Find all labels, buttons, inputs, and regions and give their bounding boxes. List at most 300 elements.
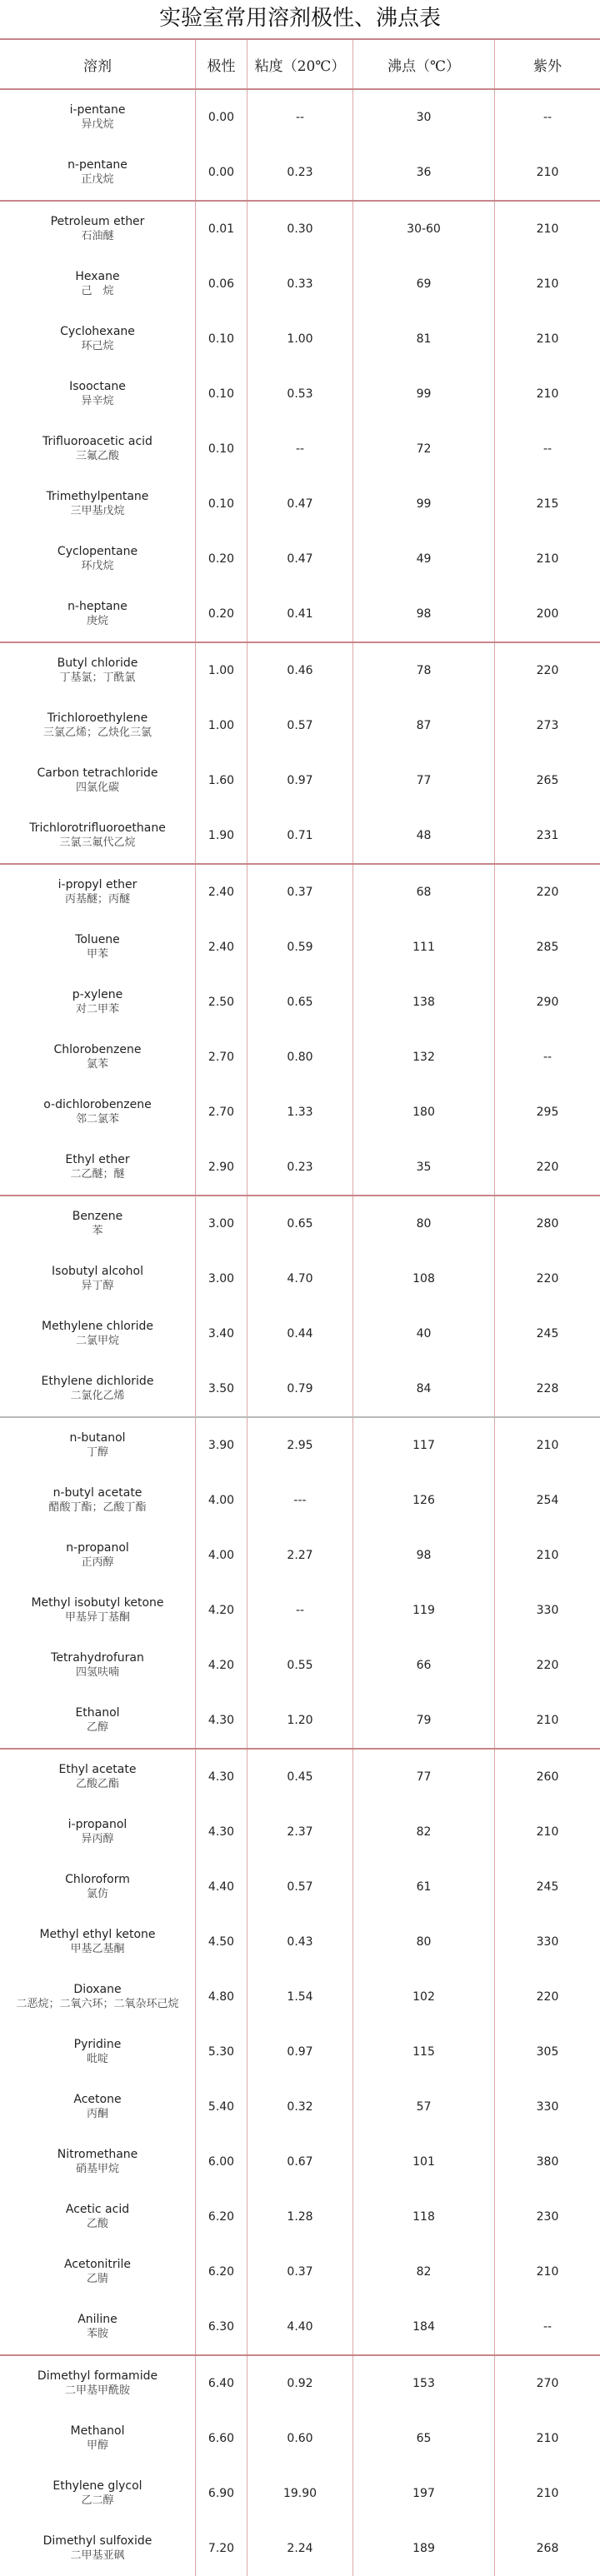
uv-cutoff-cell: 210 bbox=[494, 2466, 600, 2521]
table-row bbox=[0, 1915, 600, 1969]
polarity-cell: 4.30 bbox=[195, 1693, 247, 1748]
solvent-english-name: Acetonitrile bbox=[63, 2258, 132, 2271]
solvent-chinese-name: 异丙醇 bbox=[81, 1833, 114, 1845]
table-row bbox=[0, 1750, 600, 1805]
boiling-point-cell: 72 bbox=[352, 422, 494, 477]
uv-cutoff-cell: 210 bbox=[494, 312, 600, 367]
header-uv-cutoff: 紫外 bbox=[494, 40, 600, 88]
solvent-cell bbox=[0, 2189, 195, 2244]
solvent-chinese-name: 丁醇 bbox=[86, 1446, 108, 1459]
polarity-cell: 1.00 bbox=[195, 643, 247, 698]
boiling-point-cell: 77 bbox=[352, 1750, 494, 1805]
uv-cutoff-cell: 210 bbox=[494, 145, 600, 200]
uv-cutoff-cell: 280 bbox=[494, 1196, 600, 1251]
table-row bbox=[0, 257, 600, 312]
viscosity-cell: 0.53 bbox=[247, 367, 352, 422]
uv-cutoff-cell: 265 bbox=[494, 753, 600, 808]
boiling-point-cell: 81 bbox=[352, 312, 494, 367]
uv-cutoff-cell: 305 bbox=[494, 2024, 600, 2079]
viscosity-cell: -- bbox=[247, 90, 352, 145]
table-body bbox=[0, 90, 600, 2576]
solvent-english-name: Ethyl ether bbox=[65, 1153, 130, 1166]
boiling-point-cell: 102 bbox=[352, 1969, 494, 2024]
polarity-cell: 4.30 bbox=[195, 1750, 247, 1805]
boiling-point-cell: 184 bbox=[352, 2299, 494, 2354]
solvent-english-name: Dimethyl formamide bbox=[37, 2369, 158, 2383]
uv-cutoff-cell: -- bbox=[494, 90, 600, 145]
uv-cutoff-cell: 210 bbox=[494, 2411, 600, 2466]
solvent-cell bbox=[0, 1473, 195, 1528]
table-row bbox=[0, 753, 600, 808]
solvent-english-name: Trichloroethylene bbox=[47, 711, 148, 725]
boiling-point-cell: 61 bbox=[352, 1860, 494, 1915]
polarity-cell: 3.40 bbox=[195, 1306, 247, 1361]
solvent-cell bbox=[0, 202, 195, 257]
polarity-cell: 3.00 bbox=[195, 1196, 247, 1251]
uv-cutoff-cell: 220 bbox=[494, 865, 600, 920]
uv-cutoff-cell: 290 bbox=[494, 975, 600, 1030]
polarity-cell: 4.00 bbox=[195, 1528, 247, 1583]
solvent-english-name: Butyl chloride bbox=[57, 656, 138, 670]
solvent-english-name: Hexane bbox=[75, 270, 120, 283]
table-row bbox=[0, 1638, 600, 1693]
table-row bbox=[0, 422, 600, 477]
solvent-chinese-name: 环戊烷 bbox=[81, 560, 114, 572]
uv-cutoff-cell: 210 bbox=[494, 202, 600, 257]
polarity-cell: 4.80 bbox=[195, 1969, 247, 2024]
solvent-chinese-name: 甲基异丁基酮 bbox=[64, 1611, 130, 1624]
solvent-cell bbox=[0, 2134, 195, 2189]
polarity-cell: 4.00 bbox=[195, 1473, 247, 1528]
solvent-cell bbox=[0, 698, 195, 753]
header-viscosity: 粘度（20℃） bbox=[247, 40, 352, 88]
solvent-english-name: Ethanol bbox=[75, 1706, 120, 1720]
viscosity-cell: 0.59 bbox=[247, 920, 352, 975]
solvent-chinese-name: 乙酸 bbox=[86, 2218, 108, 2230]
uv-cutoff-cell: 210 bbox=[494, 1528, 600, 1583]
boiling-point-cell: 118 bbox=[352, 2189, 494, 2244]
solvent-english-name: n-butyl acetate bbox=[52, 1486, 142, 1500]
viscosity-cell: 0.65 bbox=[247, 1196, 352, 1251]
viscosity-cell: 1.33 bbox=[247, 1085, 352, 1140]
solvent-cell bbox=[0, 2299, 195, 2354]
solvent-english-name: Nitromethane bbox=[57, 2148, 138, 2161]
boiling-point-cell: 35 bbox=[352, 1140, 494, 1195]
solvent-english-name: Acetic acid bbox=[65, 2203, 130, 2216]
solvent-chinese-name: 硝基甲烷 bbox=[75, 2163, 119, 2175]
table-row bbox=[0, 2411, 600, 2466]
solvent-chinese-name: 氯仿 bbox=[86, 1888, 108, 1900]
boiling-point-cell: 98 bbox=[352, 587, 494, 642]
polarity-cell: 3.90 bbox=[195, 1418, 247, 1473]
table-row bbox=[0, 808, 600, 865]
viscosity-cell: 0.37 bbox=[247, 865, 352, 920]
boiling-point-cell: 57 bbox=[352, 2079, 494, 2134]
viscosity-cell: 0.30 bbox=[247, 202, 352, 257]
uv-cutoff-cell: 330 bbox=[494, 1915, 600, 1969]
solvent-table bbox=[0, 38, 600, 2576]
solvent-chinese-name: 二乙醚；醚 bbox=[70, 1168, 125, 1181]
solvent-cell bbox=[0, 2079, 195, 2134]
boiling-point-cell: 197 bbox=[352, 2466, 494, 2521]
solvent-english-name: Trichlorotrifluoroethane bbox=[29, 821, 166, 835]
uv-cutoff-cell: 270 bbox=[494, 2356, 600, 2411]
polarity-cell: 0.10 bbox=[195, 312, 247, 367]
uv-cutoff-cell: 245 bbox=[494, 1860, 600, 1915]
polarity-cell: 5.30 bbox=[195, 2024, 247, 2079]
solvent-chinese-name: 乙醇 bbox=[86, 1721, 108, 1734]
boiling-point-cell: 80 bbox=[352, 1915, 494, 1969]
polarity-cell: 0.10 bbox=[195, 477, 247, 532]
polarity-cell: 0.00 bbox=[195, 145, 247, 200]
viscosity-cell: -- bbox=[247, 422, 352, 477]
viscosity-cell: 0.47 bbox=[247, 532, 352, 587]
solvent-english-name: Pyridine bbox=[73, 2038, 122, 2051]
table-row bbox=[0, 2244, 600, 2299]
solvent-cell bbox=[0, 1583, 195, 1638]
uv-cutoff-cell: 220 bbox=[494, 1251, 600, 1306]
viscosity-cell: 1.20 bbox=[247, 1693, 352, 1748]
uv-cutoff-cell: 220 bbox=[494, 1638, 600, 1693]
boiling-point-cell: 30 bbox=[352, 90, 494, 145]
solvent-cell bbox=[0, 2521, 195, 2576]
solvent-cell bbox=[0, 1140, 195, 1195]
boiling-point-cell: 77 bbox=[352, 753, 494, 808]
boiling-point-cell: 111 bbox=[352, 920, 494, 975]
solvent-cell bbox=[0, 1860, 195, 1915]
solvent-cell bbox=[0, 1030, 195, 1085]
table-row bbox=[0, 2079, 600, 2134]
table-row bbox=[0, 2134, 600, 2189]
viscosity-cell: 0.80 bbox=[247, 1030, 352, 1085]
polarity-cell: 6.40 bbox=[195, 2356, 247, 2411]
solvent-chinese-name: 二甲基甲酰胺 bbox=[64, 2384, 130, 2397]
uv-cutoff-cell: 220 bbox=[494, 643, 600, 698]
viscosity-cell: 19.90 bbox=[247, 2466, 352, 2521]
polarity-cell: 6.60 bbox=[195, 2411, 247, 2466]
solvent-english-name: Trimethylpentane bbox=[46, 490, 149, 503]
uv-cutoff-cell: 330 bbox=[494, 1583, 600, 1638]
solvent-english-name: Carbon tetrachloride bbox=[37, 766, 158, 780]
polarity-cell: 4.50 bbox=[195, 1915, 247, 1969]
boiling-point-cell: 82 bbox=[352, 1805, 494, 1860]
uv-cutoff-cell: 200 bbox=[494, 587, 600, 642]
polarity-cell: 2.40 bbox=[195, 865, 247, 920]
solvent-chinese-name: 异戊烷 bbox=[81, 118, 114, 131]
solvent-chinese-name: 三氟乙酸 bbox=[75, 450, 119, 462]
polarity-cell: 4.20 bbox=[195, 1583, 247, 1638]
solvent-cell bbox=[0, 257, 195, 312]
viscosity-cell: 0.47 bbox=[247, 477, 352, 532]
boiling-point-cell: 115 bbox=[352, 2024, 494, 2079]
solvent-english-name: Dioxane bbox=[73, 1983, 122, 1996]
solvent-chinese-name: 庚烷 bbox=[86, 615, 108, 627]
viscosity-cell: 0.37 bbox=[247, 2244, 352, 2299]
uv-cutoff-cell: 254 bbox=[494, 1473, 600, 1528]
boiling-point-cell: 108 bbox=[352, 1251, 494, 1306]
viscosity-cell: 1.00 bbox=[247, 312, 352, 367]
solvent-cell bbox=[0, 1361, 195, 1416]
table-row bbox=[0, 1140, 600, 1196]
boiling-point-cell: 82 bbox=[352, 2244, 494, 2299]
solvent-chinese-name: 二甲基亚砜 bbox=[70, 2549, 125, 2562]
solvent-chinese-name: 甲基乙基酮 bbox=[70, 1943, 125, 1955]
table-row bbox=[0, 587, 600, 643]
solvent-cell bbox=[0, 1528, 195, 1583]
table-row bbox=[0, 1860, 600, 1915]
solvent-english-name: Dimethyl sulfoxide bbox=[42, 2534, 152, 2548]
uv-cutoff-cell: 210 bbox=[494, 532, 600, 587]
solvent-cell bbox=[0, 532, 195, 587]
solvent-cell bbox=[0, 1085, 195, 1140]
viscosity-cell: 2.24 bbox=[247, 2521, 352, 2576]
solvent-chinese-name: 吡啶 bbox=[86, 2053, 108, 2065]
solvent-english-name: Cyclopentane bbox=[57, 545, 138, 558]
polarity-cell: 0.10 bbox=[195, 367, 247, 422]
solvent-chinese-name: 三氯乙烯；乙炔化三氯 bbox=[42, 726, 152, 739]
uv-cutoff-cell: -- bbox=[494, 1030, 600, 1085]
table-row bbox=[0, 2521, 600, 2576]
boiling-point-cell: 36 bbox=[352, 145, 494, 200]
solvent-chinese-name: 四氯化碳 bbox=[75, 781, 119, 794]
uv-cutoff-cell: 210 bbox=[494, 1418, 600, 1473]
viscosity-cell: 0.41 bbox=[247, 587, 352, 642]
solvent-cell bbox=[0, 643, 195, 698]
boiling-point-cell: 132 bbox=[352, 1030, 494, 1085]
solvent-english-name: n-pentane bbox=[68, 158, 128, 172]
viscosity-cell: 2.37 bbox=[247, 1805, 352, 1860]
solvent-cell bbox=[0, 1750, 195, 1805]
uv-cutoff-cell: 285 bbox=[494, 920, 600, 975]
solvent-cell bbox=[0, 90, 195, 145]
boiling-point-cell: 48 bbox=[352, 808, 494, 863]
table-row bbox=[0, 2299, 600, 2356]
polarity-cell: 2.70 bbox=[195, 1085, 247, 1140]
solvent-english-name: Toluene bbox=[75, 933, 120, 946]
solvent-english-name: i-propanol bbox=[68, 1818, 128, 1831]
solvent-chinese-name: 二氯化乙烯 bbox=[70, 1390, 125, 1402]
solvent-chinese-name: 邻二氯苯 bbox=[75, 1113, 119, 1126]
viscosity-cell: 0.71 bbox=[247, 808, 352, 863]
viscosity-cell: 0.65 bbox=[247, 975, 352, 1030]
solvent-english-name: i-pentane bbox=[69, 103, 126, 117]
boiling-point-cell: 189 bbox=[352, 2521, 494, 2576]
solvent-cell bbox=[0, 1638, 195, 1693]
table-row bbox=[0, 1251, 600, 1306]
table-row bbox=[0, 698, 600, 753]
boiling-point-cell: 153 bbox=[352, 2356, 494, 2411]
solvent-chinese-name: 苯胺 bbox=[86, 2328, 108, 2340]
polarity-cell: 6.30 bbox=[195, 2299, 247, 2354]
page-title: 实验室常用溶剂极性、沸点表 bbox=[158, 6, 441, 31]
viscosity-cell: 0.79 bbox=[247, 1361, 352, 1416]
solvent-cell bbox=[0, 2244, 195, 2299]
boiling-point-cell: 99 bbox=[352, 477, 494, 532]
boiling-point-cell: 40 bbox=[352, 1306, 494, 1361]
solvent-english-name: Acetone bbox=[73, 2093, 122, 2106]
boiling-point-cell: 30-60 bbox=[352, 202, 494, 257]
header-polarity: 极性 bbox=[195, 40, 247, 88]
solvent-english-name: Cyclohexane bbox=[60, 325, 135, 338]
solvent-chinese-name: 二氯甲烷 bbox=[75, 1335, 119, 1347]
uv-cutoff-cell: 220 bbox=[494, 1969, 600, 2024]
solvent-chinese-name: 乙二醇 bbox=[81, 2494, 114, 2507]
boiling-point-cell: 99 bbox=[352, 367, 494, 422]
table-row bbox=[0, 477, 600, 532]
solvent-cell bbox=[0, 975, 195, 1030]
polarity-cell: 2.70 bbox=[195, 1030, 247, 1085]
polarity-cell: 4.20 bbox=[195, 1638, 247, 1693]
uv-cutoff-cell: 260 bbox=[494, 1750, 600, 1805]
boiling-point-cell: 119 bbox=[352, 1583, 494, 1638]
viscosity-cell: 0.55 bbox=[247, 1638, 352, 1693]
solvent-cell bbox=[0, 145, 195, 200]
solvent-english-name: Isobutyl alcohol bbox=[52, 1265, 143, 1278]
solvent-chinese-name: 石油醚 bbox=[81, 230, 114, 242]
boiling-point-cell: 126 bbox=[352, 1473, 494, 1528]
viscosity-cell: 0.60 bbox=[247, 2411, 352, 2466]
solvent-cell bbox=[0, 477, 195, 532]
polarity-cell: 7.20 bbox=[195, 2521, 247, 2576]
solvent-english-name: n-butanol bbox=[69, 1431, 126, 1445]
viscosity-cell: 0.32 bbox=[247, 2079, 352, 2134]
table-header bbox=[0, 38, 600, 90]
uv-cutoff-cell: 330 bbox=[494, 2079, 600, 2134]
solvent-chinese-name: 丙酮 bbox=[86, 2108, 108, 2120]
uv-cutoff-cell: 268 bbox=[494, 2521, 600, 2576]
boiling-point-cell: 101 bbox=[352, 2134, 494, 2189]
table-row bbox=[0, 2189, 600, 2244]
solvent-english-name: i-propyl ether bbox=[58, 878, 138, 891]
table-row bbox=[0, 1583, 600, 1638]
table-row bbox=[0, 367, 600, 422]
solvent-chinese-name: 三甲基戊烷 bbox=[70, 505, 125, 517]
solvent-cell bbox=[0, 2356, 195, 2411]
viscosity-cell: 0.67 bbox=[247, 2134, 352, 2189]
boiling-point-cell: 98 bbox=[352, 1528, 494, 1583]
uv-cutoff-cell: 210 bbox=[494, 1805, 600, 1860]
solvent-chinese-name: 异丁醇 bbox=[81, 1280, 114, 1292]
uv-cutoff-cell: 210 bbox=[494, 367, 600, 422]
solvent-chinese-name: 对二甲苯 bbox=[75, 1003, 119, 1016]
solvent-chinese-name: 正丙醇 bbox=[81, 1556, 114, 1569]
table-row bbox=[0, 2356, 600, 2411]
polarity-cell: 0.01 bbox=[195, 202, 247, 257]
solvent-cell bbox=[0, 422, 195, 477]
uv-cutoff-cell: 273 bbox=[494, 698, 600, 753]
viscosity-cell: --- bbox=[247, 1473, 352, 1528]
table-row bbox=[0, 1969, 600, 2024]
viscosity-cell: 2.95 bbox=[247, 1418, 352, 1473]
viscosity-cell: 4.70 bbox=[247, 1251, 352, 1306]
uv-cutoff-cell: 220 bbox=[494, 1140, 600, 1195]
viscosity-cell: 0.44 bbox=[247, 1306, 352, 1361]
solvent-cell bbox=[0, 312, 195, 367]
viscosity-cell: 0.97 bbox=[247, 753, 352, 808]
polarity-cell: 3.50 bbox=[195, 1361, 247, 1416]
polarity-cell: 5.40 bbox=[195, 2079, 247, 2134]
boiling-point-cell: 87 bbox=[352, 698, 494, 753]
solvent-chinese-name: 苯 bbox=[92, 1225, 103, 1237]
polarity-cell: 0.20 bbox=[195, 587, 247, 642]
solvent-english-name: Chloroform bbox=[65, 1873, 130, 1886]
solvent-english-name: Tetrahydrofuran bbox=[51, 1651, 144, 1665]
solvent-cell bbox=[0, 1915, 195, 1969]
polarity-cell: 6.20 bbox=[195, 2244, 247, 2299]
polarity-cell: 6.20 bbox=[195, 2189, 247, 2244]
table-row bbox=[0, 643, 600, 698]
table-row bbox=[0, 1030, 600, 1085]
uv-cutoff-cell: 380 bbox=[494, 2134, 600, 2189]
solvent-cell bbox=[0, 753, 195, 808]
polarity-cell: 1.00 bbox=[195, 698, 247, 753]
polarity-cell: 2.90 bbox=[195, 1140, 247, 1195]
solvent-english-name: Isooctane bbox=[69, 380, 126, 393]
solvent-chinese-name: 异辛烷 bbox=[81, 395, 114, 407]
viscosity-cell: 0.45 bbox=[247, 1750, 352, 1805]
solvent-cell bbox=[0, 808, 195, 863]
polarity-cell: 4.40 bbox=[195, 1860, 247, 1915]
polarity-cell: 0.00 bbox=[195, 90, 247, 145]
solvent-cell bbox=[0, 367, 195, 422]
viscosity-cell: 0.23 bbox=[247, 145, 352, 200]
solvent-english-name: n-propanol bbox=[66, 1541, 129, 1555]
viscosity-cell: 2.27 bbox=[247, 1528, 352, 1583]
boiling-point-cell: 69 bbox=[352, 257, 494, 312]
boiling-point-cell: 66 bbox=[352, 1638, 494, 1693]
header-boiling-point: 沸点（℃） bbox=[352, 40, 494, 88]
viscosity-cell: 4.40 bbox=[247, 2299, 352, 2354]
solvent-cell bbox=[0, 1805, 195, 1860]
table-row bbox=[0, 1805, 600, 1860]
table-row bbox=[0, 145, 600, 202]
solvent-english-name: Methanol bbox=[70, 2424, 125, 2438]
solvent-chinese-name: 正戊烷 bbox=[81, 173, 114, 186]
table-row bbox=[0, 1693, 600, 1750]
solvent-chinese-name: 己 烷 bbox=[81, 285, 114, 297]
solvent-cell bbox=[0, 1306, 195, 1361]
table-row bbox=[0, 312, 600, 367]
viscosity-cell: 0.46 bbox=[247, 643, 352, 698]
viscosity-cell: 0.43 bbox=[247, 1915, 352, 1969]
solvent-cell bbox=[0, 2411, 195, 2466]
solvent-chinese-name: 四氢呋喃 bbox=[75, 1666, 119, 1679]
solvent-english-name: n-heptane bbox=[68, 600, 128, 613]
table-row bbox=[0, 532, 600, 587]
solvent-cell bbox=[0, 1196, 195, 1251]
boiling-point-cell: 68 bbox=[352, 865, 494, 920]
boiling-point-cell: 79 bbox=[352, 1693, 494, 1748]
polarity-cell: 0.10 bbox=[195, 422, 247, 477]
polarity-cell: 1.90 bbox=[195, 808, 247, 863]
polarity-cell: 2.40 bbox=[195, 920, 247, 975]
solvent-english-name: o-dichlorobenzene bbox=[43, 1098, 152, 1111]
boiling-point-cell: 49 bbox=[352, 532, 494, 587]
solvent-chinese-name: 丙基醚；丙醚 bbox=[64, 893, 130, 906]
boiling-point-cell: 78 bbox=[352, 643, 494, 698]
solvent-english-name: Trifluoroacetic acid bbox=[42, 435, 152, 448]
table-row bbox=[0, 1196, 600, 1251]
viscosity-cell: 0.57 bbox=[247, 698, 352, 753]
uv-cutoff-cell: 210 bbox=[494, 257, 600, 312]
solvent-chinese-name: 二恶烷；二氧六环；二氧杂环己烷 bbox=[16, 1998, 179, 2010]
solvent-english-name: Chlorobenzene bbox=[53, 1043, 142, 1056]
solvent-english-name: Ethyl acetate bbox=[58, 1763, 137, 1776]
solvent-cell bbox=[0, 1251, 195, 1306]
boiling-point-cell: 80 bbox=[352, 1196, 494, 1251]
uv-cutoff-cell: -- bbox=[494, 2299, 600, 2354]
solvent-cell bbox=[0, 1969, 195, 2024]
